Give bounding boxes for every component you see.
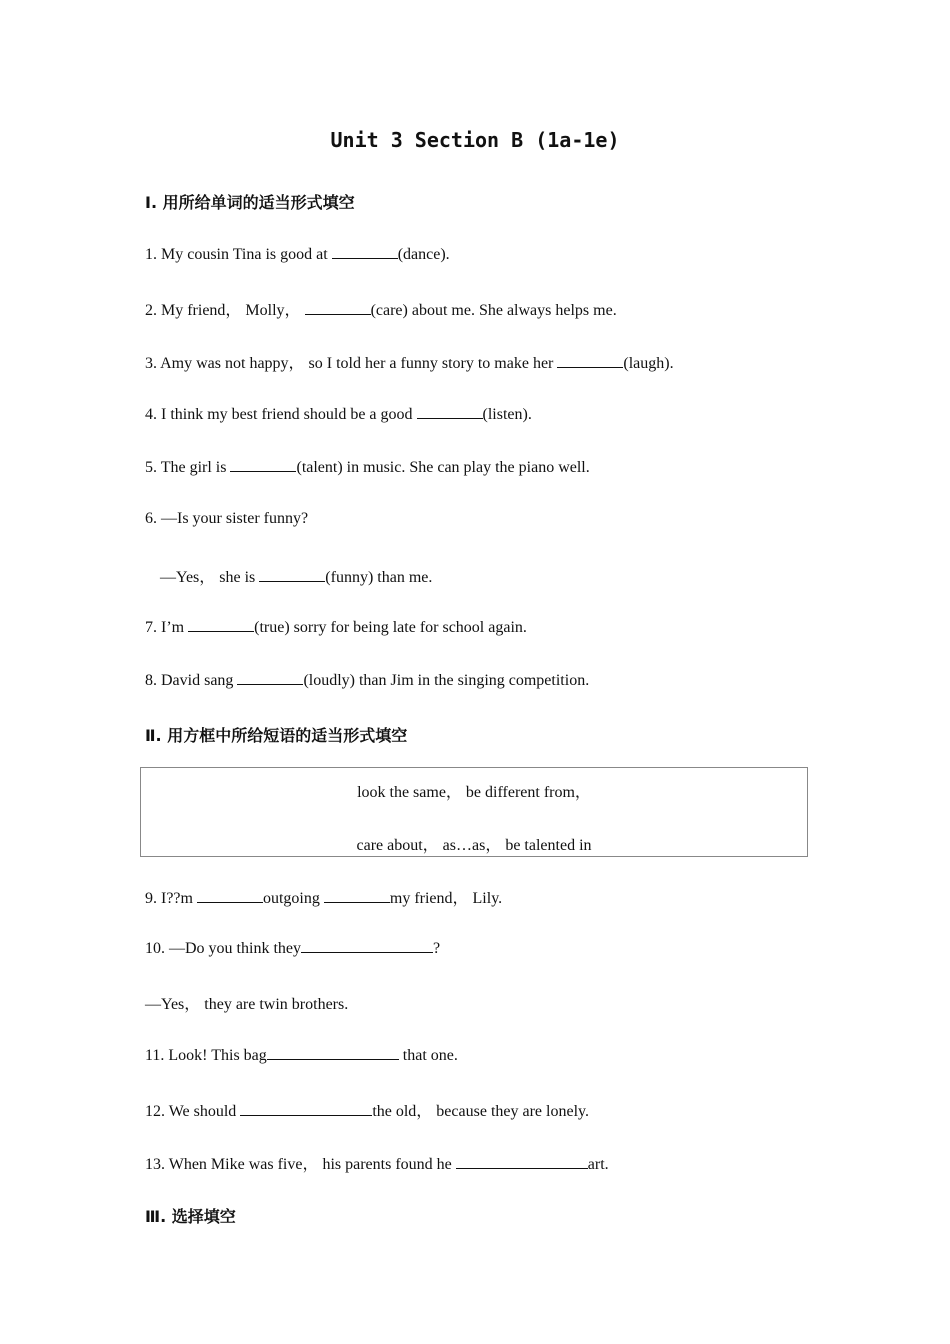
question-6-answer: —Yes， she is (funny) than me. [160,569,433,586]
phrase-box-line-1: look the same， be different from， [357,784,591,801]
question-1: 1. My cousin Tina is good at (dance). [145,246,450,263]
question-13: 13. When Mike was five， his parents found he art. [145,1156,609,1173]
answer-blank[interactable] [417,404,483,419]
question-10: 10. —Do you think they ? [145,940,441,957]
question-12: 12. We should the old， because they are lonely. [145,1103,589,1120]
question-9: 9. I??m outgoing my friend， Lily. [145,890,503,907]
answer-blank[interactable] [240,1101,372,1116]
question-4: 4. I think my best friend should be a good (listen). [145,406,532,423]
answer-blank[interactable] [197,888,263,903]
question-8: 8. David sang (loudly) than Jim in the singing competition. [145,672,590,689]
phrase-box [140,767,808,857]
answer-blank[interactable] [456,1154,588,1169]
question-6: 6. —Is your sister funny? [145,510,309,527]
answer-blank[interactable] [188,617,254,632]
answer-blank[interactable] [259,567,325,582]
answer-blank[interactable] [557,353,623,368]
question-7: 7. I’m (true) sorry for being late for school again. [145,619,527,636]
answer-blank[interactable] [332,244,398,259]
phrase-box-line-2: care about， as…as， be talented in [356,837,592,854]
question-5: 5. The girl is (talent) in music. She can play the piano well. [145,459,590,476]
answer-blank[interactable] [267,1045,399,1060]
answer-blank[interactable] [230,457,296,472]
page-title: Unit 3 Section B (1a-1e) [330,128,620,152]
question-2: 2. My friend， Molly， (care) about me. She always helps me. [145,302,617,319]
answer-blank[interactable] [237,670,303,685]
question-11: 11. Look! This bag that one. [145,1047,458,1064]
section-3-heading: Ⅲ. 选择填空 [145,1207,236,1226]
answer-blank[interactable] [305,300,371,315]
answer-blank[interactable] [301,938,433,953]
section-1-heading: Ⅰ. 用所给单词的适当形式填空 [145,193,355,212]
question-10-answer: —Yes， they are twin brothers. [145,996,349,1013]
answer-blank[interactable] [324,888,390,903]
question-3: 3. Amy was not happy， so I told her a funny story to make her (laugh). [145,355,674,372]
section-2-heading: Ⅱ. 用方框中所给短语的适当形式填空 [145,726,408,745]
